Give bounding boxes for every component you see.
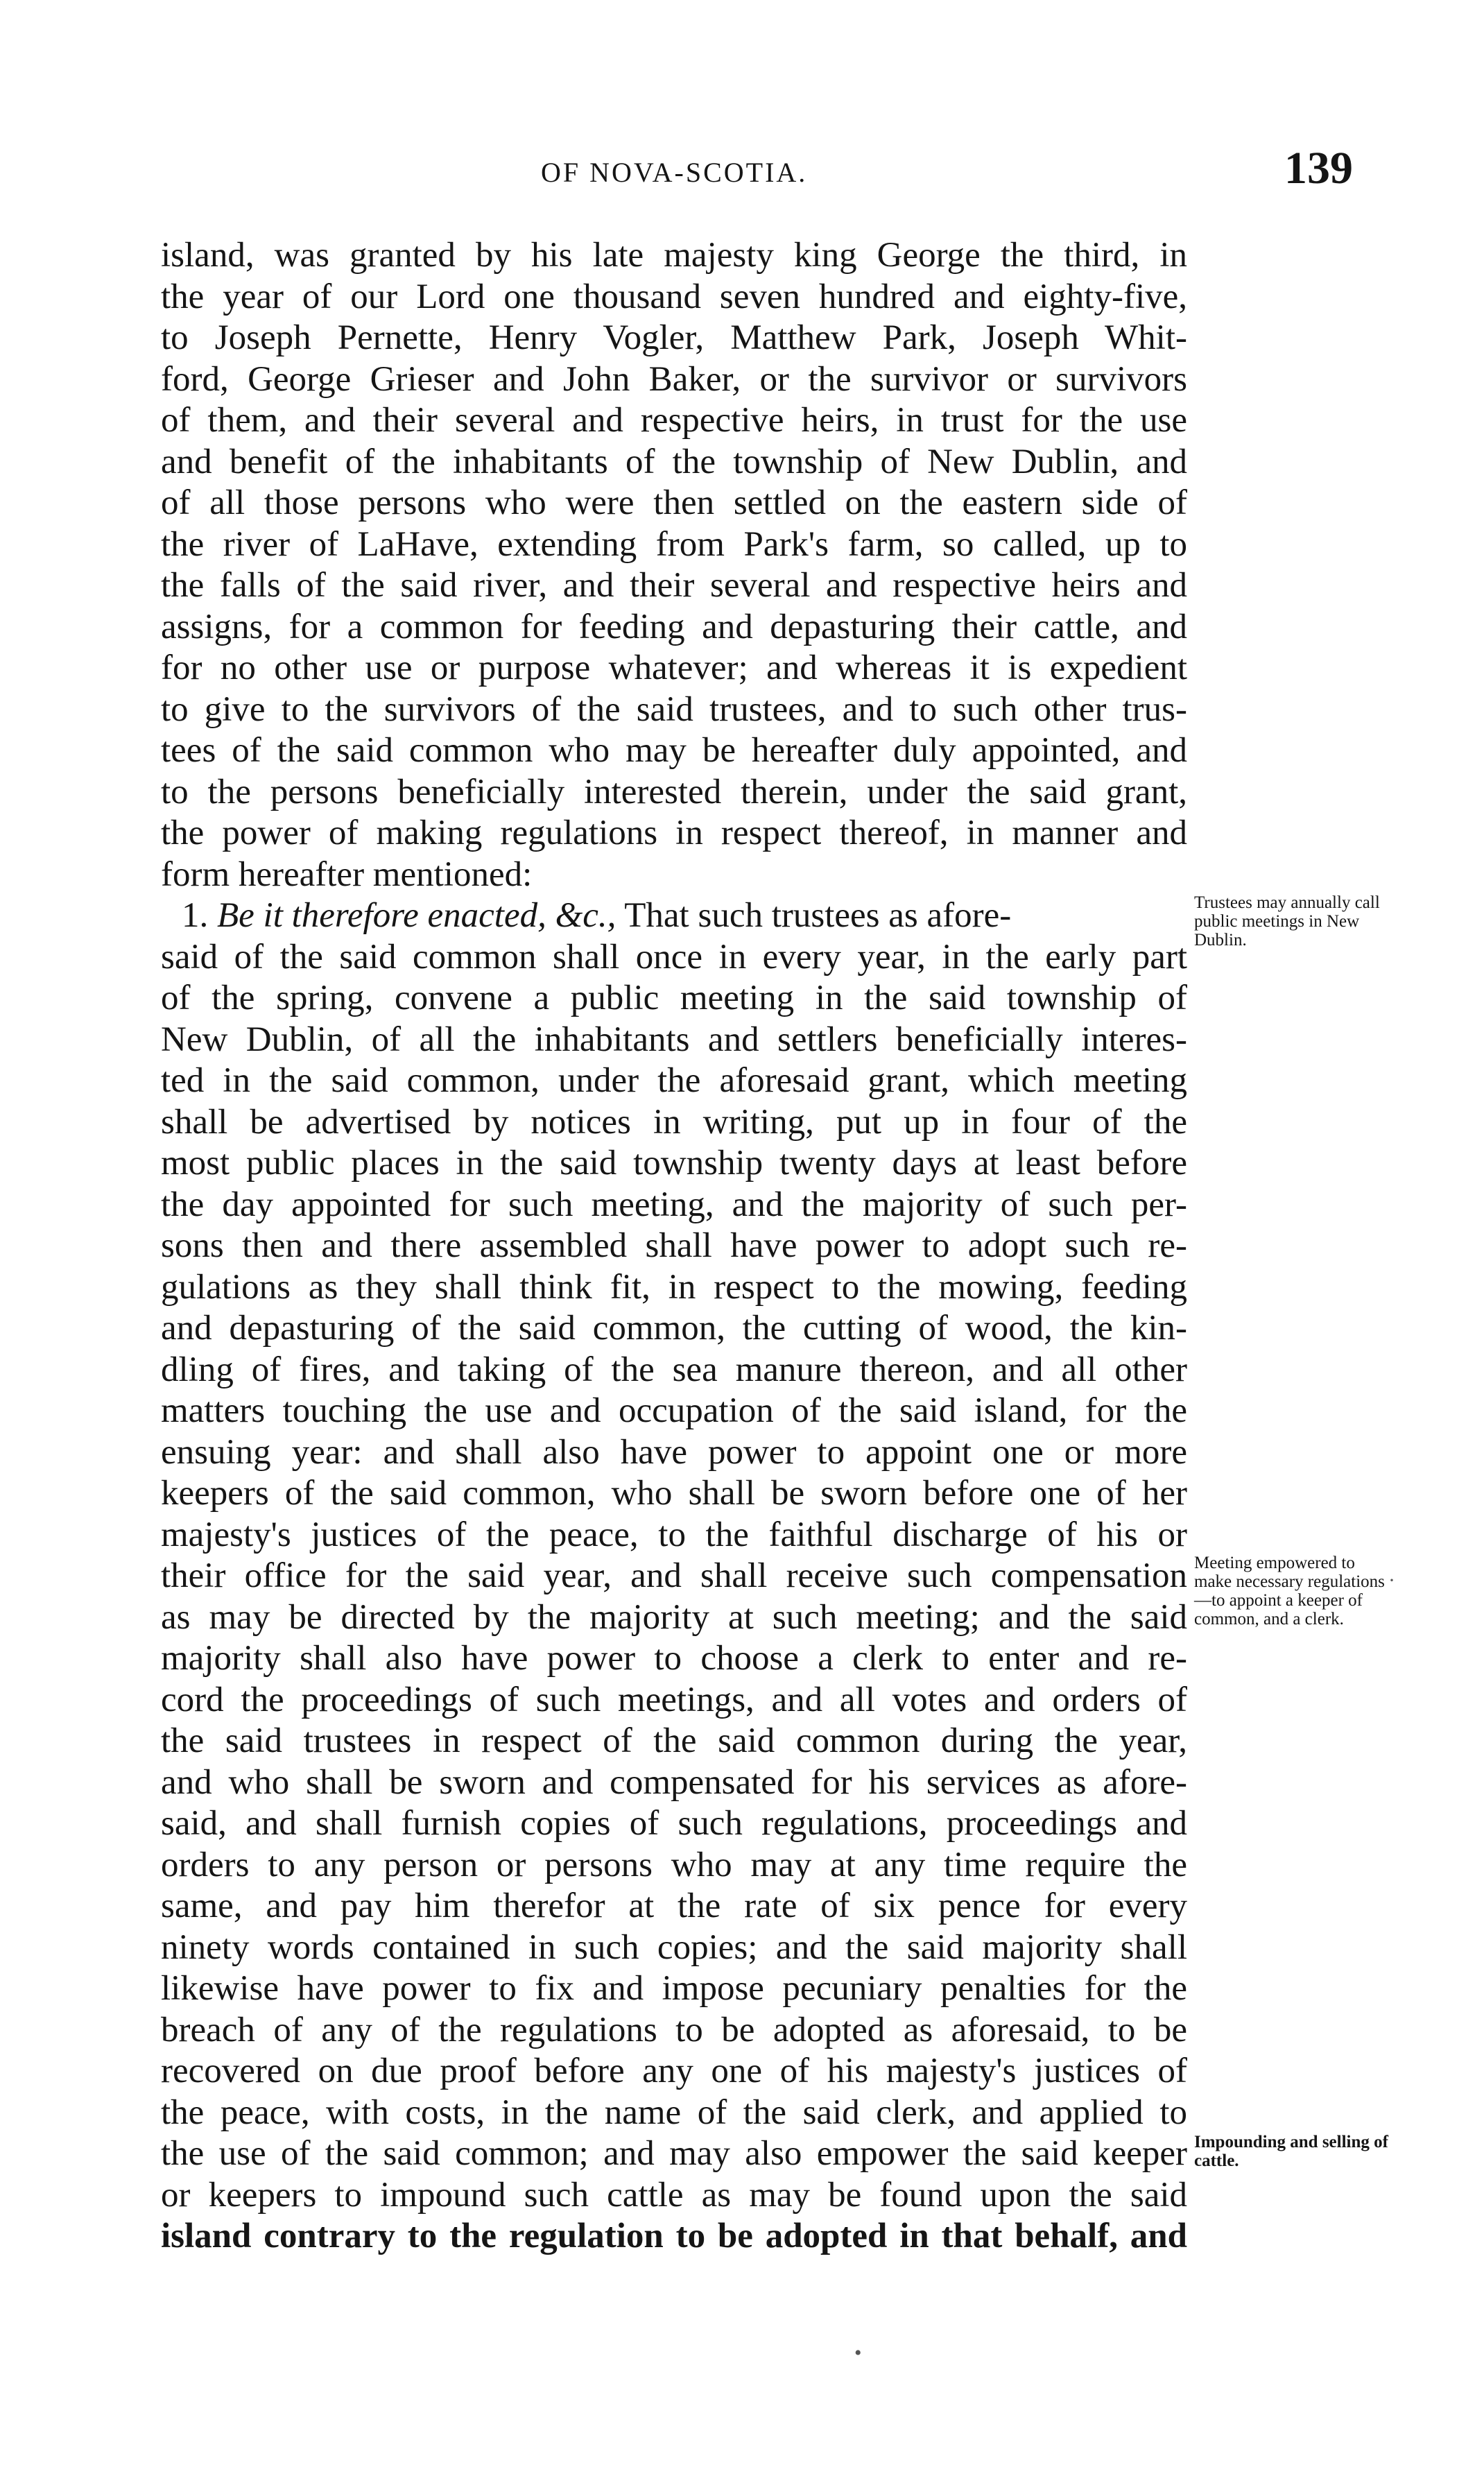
section-line: said, and shall furnish copies of such regulations, proceedings and — [161, 1804, 1187, 1843]
main-text-column — [161, 235, 1187, 2258]
body-line: island, was granted by his late majesty king George the third, in — [161, 236, 1187, 275]
margin-note-trustees: Trustees may annually call public meetings in New Dublin. — [1194, 893, 1380, 949]
section-line: as may be directed by the majority at such meeting; and the said — [161, 1597, 1187, 1637]
section-line: sons then and there assembled shall have power to adopt such re- — [161, 1226, 1187, 1265]
body-line: to give to the survivors of the said trustees, and to such other trus- — [161, 689, 1187, 729]
section-line: recovered on due proof before any one of his majesty's justices of — [161, 2052, 1187, 2090]
section-line: and who shall be sworn and compensated for his services as afore- — [161, 1762, 1187, 1802]
ink-speck: • — [854, 2341, 862, 2364]
section-number: 1. — [182, 896, 209, 935]
body-line: of them, and their several and respective heirs, in trust for the use — [161, 401, 1187, 440]
section-line: shall be advertised by notices in writing, put up in four of the — [161, 1102, 1187, 1142]
section-line: the use of the said common; and may also empower the said keeper — [161, 2134, 1187, 2173]
body-line: to Joseph Pernette, Henry Vogler, Matthew Park, Joseph Whit- — [161, 318, 1187, 357]
body-line: the falls of the said river, and their several and respective heirs and — [161, 566, 1187, 605]
section-line: gulations as they shall think fit, in respect to the mowing, feeding — [161, 1267, 1187, 1307]
body-line: assigns, for a common for feeding and depasturing their cattle, and — [161, 607, 1187, 646]
body-line: the river of LaHave, extending from Park's farm, so called, up to — [161, 524, 1187, 564]
margin-note-impounding: Impounding and selling of cattle. — [1194, 2133, 1388, 2170]
section-line: most public places in the said township twenty days at least before — [161, 1144, 1187, 1183]
section-line: likewise have power to fix and impose pecuniary penalties for the — [161, 1969, 1187, 2008]
body-line: tees of the said common who may be hereafter duly appointed, and — [161, 731, 1187, 770]
section-line: breach of any of the regulations to be adopted as aforesaid, to be — [161, 2010, 1187, 2049]
section-1-opening-line — [161, 895, 1187, 937]
section-line: New Dublin, of all the inhabitants and settlers beneficially interes- — [161, 1020, 1187, 1059]
section-line: their office for the said year, and shall receive such compensation — [161, 1556, 1187, 1595]
section-line: said of the said common shall once in every year, in the early part — [161, 937, 1187, 977]
body-line: of all those persons who were then settled on the eastern side of — [161, 483, 1187, 522]
section-line: cord the proceedings of such meetings, and all votes and orders of — [161, 1680, 1187, 1719]
section-line: keepers of the said common, who shall be sworn before one of her — [161, 1474, 1187, 1513]
section-line: and depasturing of the said common, the cutting of wood, the kin- — [161, 1309, 1187, 1348]
body-line: form hereafter mentioned: — [161, 854, 533, 894]
section-line: majority shall also have power to choose a clerk to enter and re- — [161, 1639, 1187, 1678]
section-line: of the spring, convene a public meeting in the said township of — [161, 979, 1187, 1017]
section-line: orders to any person or persons who may at any time require the — [161, 1845, 1187, 1884]
section-line: matters touching the use and occupation of the said island, for the — [161, 1391, 1187, 1430]
running-head: OF NOVA-SCOTIA. — [541, 157, 808, 188]
section-line: dling of fires, and taking of the sea manure thereon, and all other — [161, 1350, 1187, 1389]
body-line: to the persons beneficially interested therein, under the said grant, — [161, 772, 1187, 811]
section-line: ted in the said common, under the aforesaid grant, which meeting — [161, 1061, 1187, 1100]
section-line: the day appointed for such meeting, and the majority of such per- — [161, 1185, 1187, 1224]
section-line: or keepers to impound such cattle as may be found upon the said — [161, 2175, 1187, 2215]
section-line: ensuing year: and shall also have power to appoint one or more — [161, 1432, 1187, 1472]
body-line: for no other use or purpose whatever; and whereas it is expedient — [161, 648, 1187, 687]
section-line: same, and pay him therefor at the rate of six pence for every — [161, 1886, 1187, 1925]
body-line: and benefit of the inhabitants of the township of New Dublin, and — [161, 442, 1187, 481]
section-line: the said trustees in respect of the said common during the year, — [161, 1721, 1187, 1760]
page-number: 139 — [1284, 143, 1353, 194]
ink-speck: · — [1388, 1569, 1395, 1592]
enacting-clause: Be it therefore enacted, &c., — [217, 896, 616, 935]
section-line: majesty's justices of the peace, to the faithful discharge of his or — [161, 1515, 1187, 1554]
section-first-line-text: That such trustees as afore- — [624, 896, 1012, 935]
body-line: the power of making regulations in respect thereof, in manner and — [161, 814, 1187, 852]
section-line: ninety words contained in such copies; and the said majority shall — [161, 1927, 1187, 1967]
margin-note-meeting-powers: Meeting empowered to make necessary regulations—to appoint a keeper of common, and a clerk. — [1194, 1554, 1385, 1628]
body-line: ford, George Grieser and John Baker, or the survivor or survivors — [161, 359, 1187, 399]
section-line: the peace, with costs, in the name of the said clerk, and applied to — [161, 2092, 1187, 2132]
section-line: island contrary to the regulation to be adopted in that behalf, and — [161, 2217, 1187, 2255]
body-line: the year of our Lord one thousand seven hundred and eighty-five, — [161, 277, 1187, 316]
